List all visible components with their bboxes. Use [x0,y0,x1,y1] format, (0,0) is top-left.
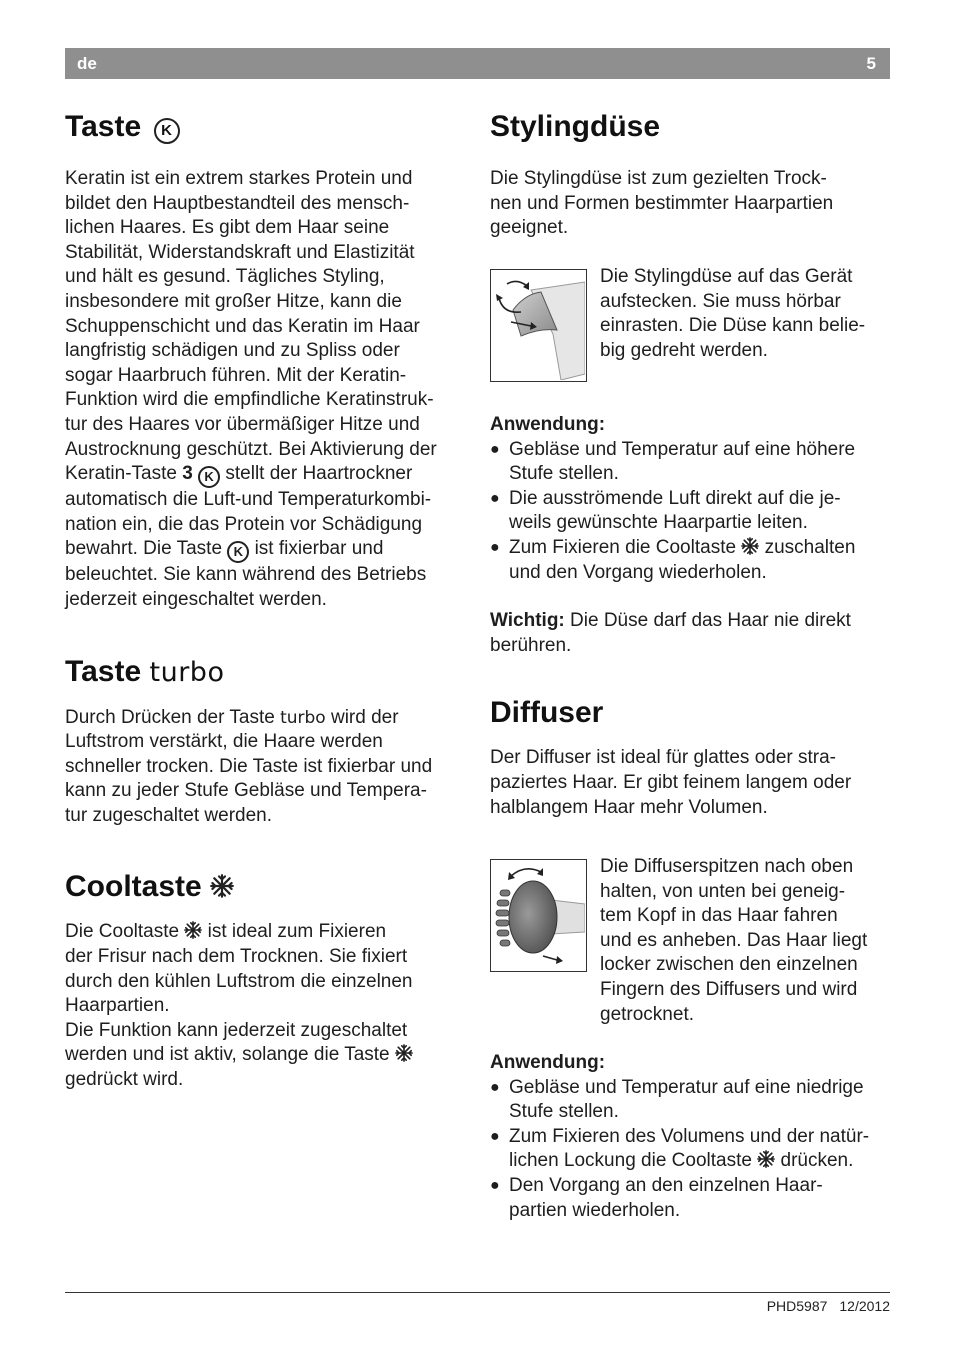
usage-label: Anwendung: [490,1052,606,1073]
keratin-k-icon: K [227,541,249,563]
list-item [490,1125,895,1174]
stylingduese-intro [490,167,890,241]
list-item [490,487,895,536]
keratin-k-icon: K [154,118,180,144]
text-line: Gebläse und Temperatur auf eine höhere [509,438,856,460]
keratin-paragraph [65,167,470,613]
list-item [490,536,895,585]
cooltaste-heading [65,868,470,906]
text-line: Funktion wird die empfindliche Keratinstruk- [65,389,434,411]
text-line: Die Diffuserspitzen nach oben [600,856,854,877]
text-line: Stabilität, Widerstandskraft und Elastizität [65,241,415,263]
text-line: beleuchtet. Sie kann während des Betriebs [65,564,427,586]
snowflake-icon [184,921,202,939]
text-line: nen und Formen bestimmter Haarpartien [490,192,834,214]
page-footer [767,1298,890,1314]
text-line: Die ausströmende Luft direkt auf die je- [509,487,841,509]
text-line: und hält es gesund. Tägliches Styling, [65,266,385,288]
diffuser-usage-list [490,1076,895,1224]
text-line: halblangem Haar mehr Volumen. [490,796,768,818]
cooltaste-paragraph [65,920,470,1092]
text-line: kann zu jeder Stufe Gebläse und Tempera- [65,780,427,802]
text-line: Schuppenschicht und das Keratin im Haar [65,315,420,337]
text-line: berühren. [490,634,572,656]
text-line: geeignet. [490,217,569,239]
model-number: PHD5987 [766,1298,828,1314]
styling-figure-caption [600,265,895,363]
text-line: tur des Haares vor übermäßiger Hitze und [65,413,420,435]
bullet-icon: ● [490,440,500,458]
text-line: Der Diffuser ist ideal für glattes oder stra- [490,747,837,769]
keratin-button-number: 3 [182,463,193,485]
text-line: zuschalten [759,536,856,558]
text-line: bewahrt. Die Taste [65,538,228,560]
snowflake-icon [210,874,234,898]
styling-usage-list [490,438,895,586]
text-line: stellt der Haartrockner [220,463,413,485]
bullet-icon: ● [490,1078,500,1096]
list-item [490,1174,895,1223]
text-line: Den Vorgang an den einzelnen Haar- [509,1174,823,1196]
keratin-heading [65,108,470,146]
diffuser-intro [490,746,895,820]
text-line: wird der [325,706,399,728]
stylingduese-heading: Stylingdüse [490,110,661,143]
diffuser-heading: Diffuser [490,696,604,730]
text-line: lichen Lockung die Cooltaste [509,1150,758,1172]
text-line: Die Cooltaste [65,921,185,943]
text-line: Die Funktion kann jederzeit zugeschaltet [65,1019,408,1041]
text-line: der Frisur nach dem Trocknen. Sie fixiert [65,946,408,968]
list-item [490,438,895,487]
text-line: paziertes Haar. Er gibt feinem langem oder [490,771,852,793]
snowflake-icon [395,1044,413,1062]
text-line: durch den kühlen Luftstrom die einzelnen [65,970,413,992]
bullet-icon: ● [490,489,500,507]
cooltaste-heading-text: Cooltaste [65,870,202,904]
text-line: und den Vorgang wiederholen. [509,561,767,583]
keratin-heading-text: Taste [65,110,142,143]
styling-usage-block [490,413,895,820]
keratin-k-icon: K [198,466,220,488]
footer-date: 12/2012 [839,1298,890,1314]
text-line: locker zwischen den einzelnen [600,954,858,976]
text-line: gedrückt wird. [65,1069,184,1091]
text-line: langfristig schädigen und zu Spliss oder [65,340,400,362]
right-column [490,108,890,241]
diffuser-figure-caption [600,855,895,1027]
text-line: weils gewünschte Haarpartie leiten. [509,512,808,534]
text-line: aufstecken. Sie muss hörbar [600,290,841,312]
turbo-heading [65,653,470,692]
text-line: einrasten. Die Düse kann belie- [600,315,866,337]
text-line: Die Stylingdüse ist zum gezielten Trock- [490,168,827,189]
text-line: Keratin ist ein extrem starkes Protein und [65,168,413,189]
left-column [65,108,470,1093]
text-line: ist ideal zum Fixieren [202,921,387,943]
turbo-word: turbo [280,707,326,728]
text-line: automatisch die Luft-und Temperaturkombi- [65,489,432,511]
bullet-icon: ● [490,538,500,556]
text-line: Durch Drücken der Taste [65,706,281,728]
text-line: insbesondere mit großer Hitze, kann die [65,290,402,312]
footer-divider [65,1292,890,1293]
text-line: drücken. [775,1150,854,1172]
snowflake-icon [741,537,759,555]
diffuser-illustration [490,859,587,972]
text-line: Zum Fixieren des Volumens und der natür- [509,1125,870,1147]
text-line: nation ein, die das Protein vor Schädigung [65,513,423,535]
page-number: 5 [866,54,876,73]
diffuser-usage-block [490,1051,895,1223]
text-line: getrocknet. [600,1003,694,1025]
diffuser-drawing [491,860,585,970]
important-note [490,609,895,658]
text-line: tem Kopf in das Haar fahren [600,905,838,927]
text-line: Luftstrom verstärkt, die Haare werden [65,731,383,753]
text-line: Haarpartien. [65,995,170,1017]
text-line: halten, von unten bei geneig- [600,880,846,902]
text-line: werden und ist aktiv, solange die Taste [65,1044,395,1066]
text-line: ist fixierbar und [249,538,384,560]
styling-nozzle-illustration [490,269,587,382]
text-line: Fingern des Diffusers und wird [600,978,858,1000]
turbo-heading-text: Taste [65,654,142,688]
note-label: Wichtig: [490,610,565,632]
text-line: Gebläse und Temperatur auf eine niedrige [509,1076,864,1098]
text-line: schneller trocken. Die Taste ist fixierbar und [65,755,433,777]
turbo-paragraph [65,706,470,829]
text-line: und es anheben. Das Haar liegt [600,929,868,951]
turbo-heading-word: turbo [149,656,225,688]
text-line: Austrocknung geschützt. Bei Aktivierung der [65,438,437,460]
list-item [490,1076,895,1125]
text-line: partien wiederholen. [509,1199,681,1221]
text-line: sogar Haarbruch führen. Mit der Keratin- [65,364,407,386]
text-line: bildet den Hauptbestandteil des mensch- [65,192,410,214]
text-line: Die Düse darf das Haar nie direkt [564,610,851,632]
bullet-icon: ● [490,1127,500,1145]
page-header [65,48,890,79]
text-line: Zum Fixieren die Cooltaste [509,536,742,558]
text-line: Die Stylingdüse auf das Gerät [600,266,853,287]
bullet-icon: ● [490,1176,500,1194]
text-line: tur zugeschaltet werden. [65,804,273,826]
usage-label: Anwendung: [490,414,606,435]
text-line: lichen Haares. Es gibt dem Haar seine [65,217,390,239]
text-line: big gedreht werden. [600,339,768,361]
text-line: jederzeit eingeschaltet werden. [65,588,327,610]
text-line: Stufe stellen. [509,463,619,485]
language-code: de [77,54,97,73]
text-line: Keratin-Taste [65,463,183,485]
text-line: Stufe stellen. [509,1101,619,1123]
hairdryer-nozzle-drawing [491,270,585,380]
snowflake-icon [757,1150,775,1168]
